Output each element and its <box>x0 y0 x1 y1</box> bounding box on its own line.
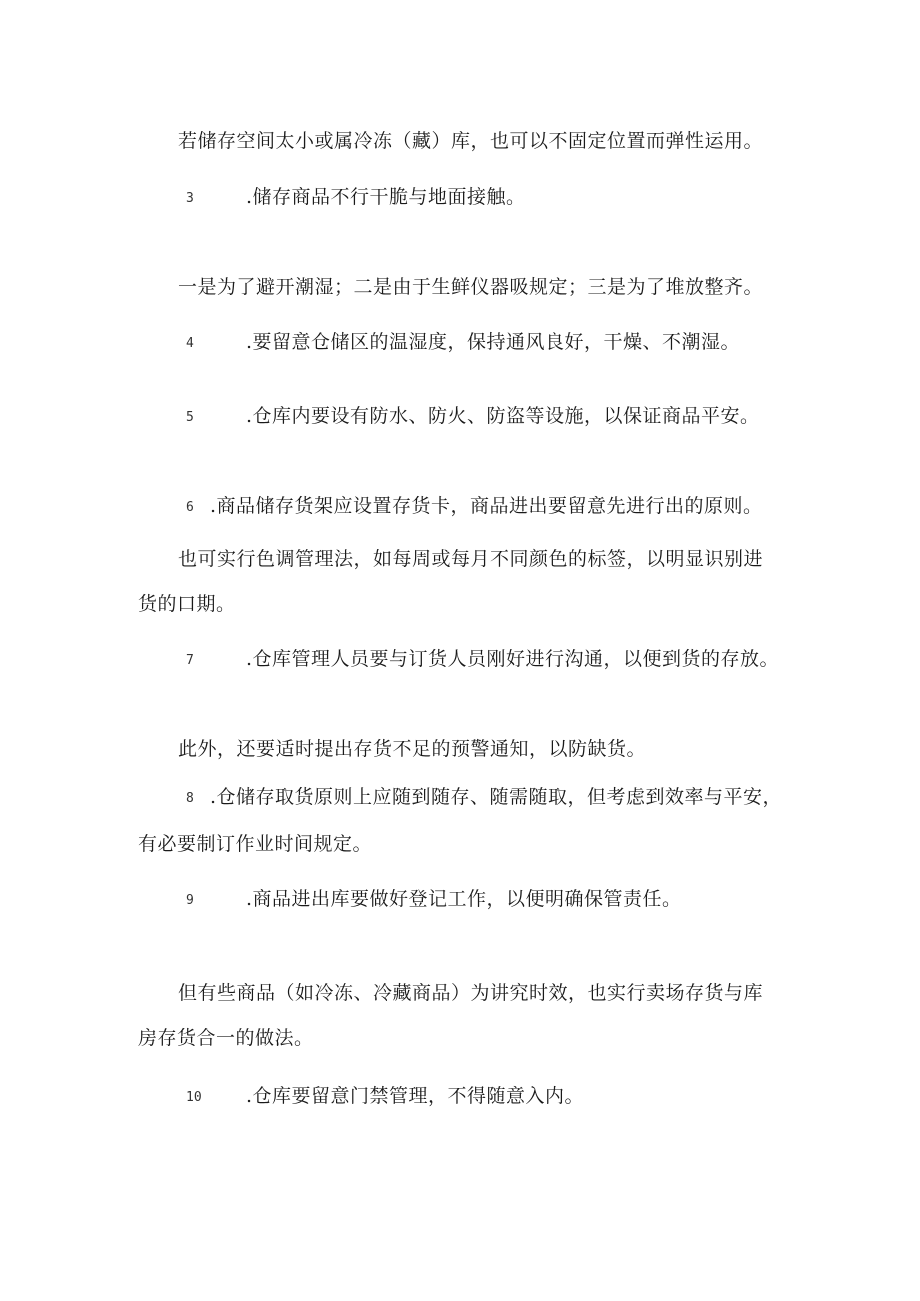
item-8-text-line-2: 有必要制订作业时间规定。 <box>138 833 373 855</box>
paragraph-3-line-2: 货的口期。 <box>138 593 236 615</box>
paragraph-5-line-2: 房存货合一的做法。 <box>138 1027 314 1049</box>
paragraph-2: 一是为了避开潮湿；二是由于生鲜仪器吸规定；三是为了堆放整齐。 <box>178 276 764 298</box>
item-8-text: .仓储存取货原则上应随到随存、随需随取，但考虑到效率与平安， <box>210 786 783 808</box>
item-5-number: 5 <box>186 410 194 425</box>
paragraph-5-line-1: 但有些商品（如冷冻、冷藏商品）为讲究时效，也实行卖场存货与库 <box>178 982 764 1004</box>
paragraph-1: 若储存空间太小或属冷冻（藏）库，也可以不固定位置而弹性运用。 <box>178 130 764 152</box>
item-6-number: 6 <box>186 500 194 515</box>
item-10-number: 10 <box>186 1090 202 1105</box>
item-3-number: 3 <box>186 191 194 206</box>
item-8-number: 8 <box>186 791 194 806</box>
item-7-number: 7 <box>186 653 194 668</box>
paragraph-3-line-1: 也可实行色调管理法，如每周或每月不同颜色的标签，以明显识别进 <box>178 548 764 570</box>
item-7-text: .仓库管理人员要与订货人员刚好进行沟通，以便到货的存放。 <box>246 648 780 670</box>
item-3-text: .储存商品不行干脆与地面接触。 <box>246 186 526 208</box>
item-4-number: 4 <box>186 336 194 351</box>
item-6-text: .商品储存货架应设置存货卡，商品进出要留意先进行出的原则。 <box>210 495 763 517</box>
item-5-text: .仓库内要设有防水、防火、防盗等设施，以保证商品平安。 <box>246 405 760 427</box>
item-4-text: .要留意仓储区的温湿度，保持通风良好，干燥、不潮湿。 <box>246 331 741 353</box>
item-9-number: 9 <box>186 893 194 908</box>
item-9-text: .商品进出库要做好登记工作，以便明确保管责任。 <box>246 888 682 910</box>
item-10-text: .仓库要留意门禁管理，不得随意入内。 <box>246 1085 585 1107</box>
paragraph-4: 此外，还要适时提出存货不足的预警通知，以防缺货。 <box>178 738 647 760</box>
